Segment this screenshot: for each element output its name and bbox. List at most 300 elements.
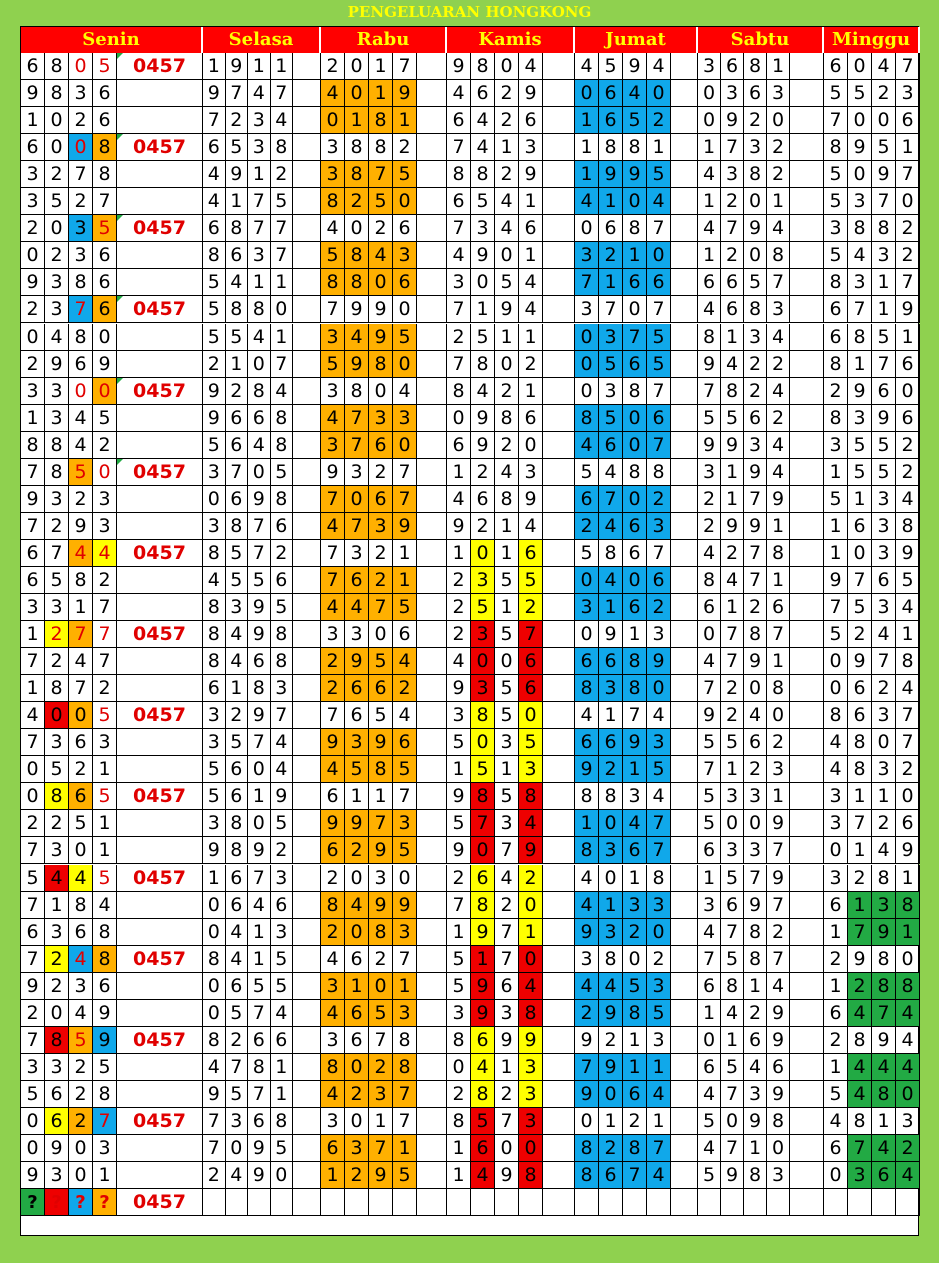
senin-digit: 5 xyxy=(69,1027,93,1054)
jumat-digit: 1 xyxy=(575,161,599,188)
kamis-digit: 6 xyxy=(519,648,543,675)
sabtu-digit: 8 xyxy=(744,296,767,323)
selasa-digit: 4 xyxy=(248,80,271,107)
rabu-digit: 7 xyxy=(369,161,393,188)
selasa-digit: 0 xyxy=(203,1000,226,1027)
rabu-digit: 5 xyxy=(393,161,417,188)
kamis-digit: 3 xyxy=(447,1000,471,1027)
sabtu-digit: 9 xyxy=(698,351,721,378)
selasa-digit: 5 xyxy=(226,540,249,567)
spacer-cell xyxy=(293,486,321,513)
spacer-cell xyxy=(543,161,575,188)
empty-cell xyxy=(623,1189,647,1216)
rabu-digit: 5 xyxy=(393,1162,417,1189)
sabtu-digit: 9 xyxy=(744,215,767,242)
jumat-digit: 1 xyxy=(623,242,647,269)
senin-digit: 7 xyxy=(21,892,45,919)
senin-digit: 1 xyxy=(21,405,45,432)
selasa-digit: 5 xyxy=(226,1000,249,1027)
senin-code xyxy=(117,1081,203,1108)
minggu-digit: 7 xyxy=(824,594,848,621)
jumat-digit: 6 xyxy=(575,648,599,675)
rabu-digit: 2 xyxy=(321,675,345,702)
senin-digit: 0 xyxy=(45,134,69,161)
senin-digit: 7 xyxy=(21,648,45,675)
rabu-digit: 2 xyxy=(369,459,393,486)
selasa-digit: 4 xyxy=(248,432,271,459)
kamis-digit: 3 xyxy=(495,1000,519,1027)
kamis-digit: 4 xyxy=(495,188,519,215)
jumat-digit: 8 xyxy=(575,837,599,864)
rabu-digit: 8 xyxy=(321,188,345,215)
spacer-cell xyxy=(293,1054,321,1081)
jumat-digit: 5 xyxy=(575,540,599,567)
sabtu-digit: 8 xyxy=(698,567,721,594)
spacer-cell xyxy=(543,242,575,269)
senin-digit: 2 xyxy=(69,486,93,513)
jumat-digit: 1 xyxy=(599,702,623,729)
jumat-digit: 6 xyxy=(647,567,671,594)
jumat-digit: 7 xyxy=(647,1135,671,1162)
minggu-digit: 4 xyxy=(848,1054,872,1081)
rabu-digit: 5 xyxy=(321,242,345,269)
minggu-digit: 4 xyxy=(848,242,872,269)
jumat-digit: 6 xyxy=(599,729,623,756)
senin-digit: 7 xyxy=(21,729,45,756)
sabtu-digit: 9 xyxy=(744,648,767,675)
rabu-digit: 6 xyxy=(393,729,417,756)
rabu-digit: 8 xyxy=(345,269,369,296)
spacer-cell xyxy=(671,269,698,296)
rabu-digit: 3 xyxy=(393,1000,417,1027)
kamis-digit: 5 xyxy=(447,973,471,1000)
senin-digit: 2 xyxy=(45,161,69,188)
selasa-digit: 4 xyxy=(271,378,294,405)
minggu-digit: 9 xyxy=(848,134,872,161)
kamis-digit: 4 xyxy=(447,648,471,675)
senin-digit: 3 xyxy=(45,919,69,946)
jumat-digit: 4 xyxy=(647,188,671,215)
senin-digit: 3 xyxy=(21,594,45,621)
selasa-digit: 8 xyxy=(203,946,226,973)
kamis-digit: 5 xyxy=(471,594,495,621)
kamis-digit: 6 xyxy=(471,865,495,892)
sabtu-digit: 3 xyxy=(744,324,767,351)
selasa-digit: 5 xyxy=(203,432,226,459)
selasa-digit: 6 xyxy=(226,432,249,459)
selasa-digit: 3 xyxy=(248,242,271,269)
minggu-digit: 2 xyxy=(872,810,896,837)
senin-digit: 6 xyxy=(21,53,45,80)
rabu-digit: 3 xyxy=(321,432,345,459)
kamis-digit: 6 xyxy=(519,675,543,702)
jumat-digit: 3 xyxy=(575,594,599,621)
minggu-digit: 0 xyxy=(848,161,872,188)
kamis-digit: 1 xyxy=(447,1162,471,1189)
senin-code xyxy=(117,1000,203,1027)
sabtu-digit: 3 xyxy=(698,53,721,80)
minggu-digit: 5 xyxy=(872,432,896,459)
minggu-digit: 8 xyxy=(872,973,896,1000)
rabu-digit: 9 xyxy=(345,648,369,675)
rabu-digit: 6 xyxy=(369,486,393,513)
kamis-digit: 5 xyxy=(495,567,519,594)
spacer-cell xyxy=(671,405,698,432)
minggu-digit: 8 xyxy=(824,702,848,729)
senin-digit: 2 xyxy=(45,810,69,837)
sabtu-digit: 4 xyxy=(721,351,744,378)
kamis-digit: 5 xyxy=(471,1108,495,1135)
jumat-digit: 2 xyxy=(599,1135,623,1162)
rabu-digit: 7 xyxy=(345,513,369,540)
minggu-digit: 5 xyxy=(824,486,848,513)
spacer-cell xyxy=(790,324,824,351)
minggu-digit: 8 xyxy=(896,513,920,540)
selasa-digit: 1 xyxy=(203,865,226,892)
minggu-digit: 1 xyxy=(872,1108,896,1135)
kamis-digit: 2 xyxy=(495,892,519,919)
empty-cell xyxy=(393,1189,417,1216)
selasa-digit: 0 xyxy=(203,919,226,946)
minggu-digit: 6 xyxy=(848,675,872,702)
selasa-digit: 7 xyxy=(203,1108,226,1135)
minggu-digit: 7 xyxy=(848,1135,872,1162)
jumat-digit: 0 xyxy=(623,405,647,432)
minggu-digit: 7 xyxy=(896,161,920,188)
rabu-digit: 1 xyxy=(321,1162,345,1189)
spacer-cell xyxy=(671,1000,698,1027)
sabtu-digit: 0 xyxy=(744,675,767,702)
senin-code xyxy=(117,919,203,946)
jumat-digit: 0 xyxy=(647,242,671,269)
spacer-cell xyxy=(543,1027,575,1054)
kamis-digit: 9 xyxy=(519,1027,543,1054)
spacer-cell xyxy=(293,269,321,296)
sabtu-digit: 4 xyxy=(698,296,721,323)
spacer-cell xyxy=(293,837,321,864)
minggu-digit: 4 xyxy=(896,486,920,513)
selasa-digit: 4 xyxy=(226,1162,249,1189)
jumat-digit: 3 xyxy=(647,621,671,648)
rabu-digit: 1 xyxy=(393,567,417,594)
minggu-digit: 0 xyxy=(848,107,872,134)
rabu-digit: 3 xyxy=(393,242,417,269)
kamis-digit: 9 xyxy=(471,919,495,946)
selasa-digit: 3 xyxy=(248,107,271,134)
senin-digit: 3 xyxy=(69,973,93,1000)
minggu-digit: 1 xyxy=(824,513,848,540)
jumat-digit: 4 xyxy=(575,865,599,892)
jumat-digit: 5 xyxy=(647,351,671,378)
senin-digit: 0 xyxy=(21,756,45,783)
empty-cell xyxy=(417,1189,447,1216)
spacer-cell xyxy=(543,567,575,594)
sabtu-digit: 1 xyxy=(698,1000,721,1027)
rabu-digit: 9 xyxy=(345,351,369,378)
selasa-digit: 5 xyxy=(271,594,294,621)
spacer-cell xyxy=(671,324,698,351)
jumat-digit: 0 xyxy=(647,919,671,946)
kamis-digit: 8 xyxy=(495,405,519,432)
selasa-digit: 1 xyxy=(226,675,249,702)
spacer-cell xyxy=(671,107,698,134)
empty-cell xyxy=(790,1189,824,1216)
selasa-digit: 6 xyxy=(271,1027,294,1054)
spacer-cell xyxy=(543,486,575,513)
spacer-cell xyxy=(671,892,698,919)
jumat-digit: 6 xyxy=(599,80,623,107)
senin-digit: 0 xyxy=(45,215,69,242)
sabtu-digit: 4 xyxy=(698,919,721,946)
selasa-digit: 1 xyxy=(248,919,271,946)
spacer-cell xyxy=(790,756,824,783)
selasa-digit: 6 xyxy=(226,865,249,892)
sabtu-digit: 8 xyxy=(744,53,767,80)
jumat-digit: 4 xyxy=(599,973,623,1000)
jumat-digit: 7 xyxy=(647,296,671,323)
rabu-digit: 0 xyxy=(369,973,393,1000)
senin-code xyxy=(117,756,203,783)
sabtu-digit: 5 xyxy=(698,1108,721,1135)
senin-digit: 3 xyxy=(45,729,69,756)
selasa-digit: 9 xyxy=(203,80,226,107)
kamis-digit: 6 xyxy=(471,1027,495,1054)
kamis-digit: 9 xyxy=(447,53,471,80)
sabtu-digit: 9 xyxy=(767,810,790,837)
spacer-cell xyxy=(671,810,698,837)
spacer-cell xyxy=(790,567,824,594)
spacer-cell xyxy=(790,1054,824,1081)
senin-digit: 1 xyxy=(93,810,117,837)
unknown-digit: ? xyxy=(21,1189,45,1216)
senin-digit: 7 xyxy=(93,621,117,648)
spacer-cell xyxy=(671,540,698,567)
senin-digit: 2 xyxy=(45,973,69,1000)
minggu-digit: 0 xyxy=(824,1162,848,1189)
minggu-digit: 9 xyxy=(872,161,896,188)
selasa-digit: 1 xyxy=(248,53,271,80)
kamis-digit: 8 xyxy=(447,378,471,405)
minggu-digit: 4 xyxy=(824,729,848,756)
minggu-digit: 7 xyxy=(848,919,872,946)
kamis-digit: 2 xyxy=(447,324,471,351)
senin-digit: 3 xyxy=(45,1054,69,1081)
jumat-digit: 1 xyxy=(647,1108,671,1135)
jumat-digit: 4 xyxy=(647,702,671,729)
sabtu-digit: 6 xyxy=(744,729,767,756)
minggu-digit: 8 xyxy=(848,729,872,756)
selasa-digit: 3 xyxy=(271,865,294,892)
minggu-digit: 6 xyxy=(848,513,872,540)
senin-digit: 7 xyxy=(93,1108,117,1135)
day-header-minggu: Minggu xyxy=(824,27,920,53)
minggu-digit: 5 xyxy=(848,80,872,107)
minggu-digit: 8 xyxy=(848,756,872,783)
rabu-digit: 1 xyxy=(345,783,369,810)
kamis-digit: 2 xyxy=(519,865,543,892)
senin-digit: 1 xyxy=(93,837,117,864)
rabu-digit: 3 xyxy=(369,865,393,892)
selasa-digit: 9 xyxy=(203,837,226,864)
rabu-digit: 8 xyxy=(393,1027,417,1054)
spacer-cell xyxy=(671,188,698,215)
spacer-cell xyxy=(790,702,824,729)
senin-digit: 2 xyxy=(45,242,69,269)
kamis-digit: 4 xyxy=(471,134,495,161)
rabu-digit: 9 xyxy=(393,513,417,540)
jumat-digit: 2 xyxy=(623,1108,647,1135)
spacer-cell xyxy=(417,324,447,351)
jumat-digit: 5 xyxy=(647,1000,671,1027)
minggu-digit: 8 xyxy=(824,405,848,432)
jumat-digit: 0 xyxy=(575,351,599,378)
kamis-digit: 5 xyxy=(447,810,471,837)
empty-cell xyxy=(767,1189,790,1216)
kamis-digit: 5 xyxy=(447,946,471,973)
minggu-digit: 4 xyxy=(896,594,920,621)
jumat-digit: 8 xyxy=(575,405,599,432)
senin-digit: 3 xyxy=(45,486,69,513)
senin-digit: 1 xyxy=(93,756,117,783)
corner-marker-icon xyxy=(117,378,123,384)
senin-digit: 2 xyxy=(45,946,69,973)
sabtu-digit: 4 xyxy=(698,215,721,242)
rabu-digit: 6 xyxy=(345,675,369,702)
spacer-cell xyxy=(543,837,575,864)
minggu-digit: 3 xyxy=(848,405,872,432)
senin-digit: 3 xyxy=(93,729,117,756)
jumat-digit: 7 xyxy=(647,837,671,864)
jumat-digit: 9 xyxy=(575,1027,599,1054)
jumat-digit: 7 xyxy=(623,1162,647,1189)
jumat-digit: 0 xyxy=(623,486,647,513)
senin-digit: 3 xyxy=(69,80,93,107)
kamis-digit: 8 xyxy=(447,1027,471,1054)
sabtu-digit: 3 xyxy=(767,1162,790,1189)
rabu-digit: 8 xyxy=(321,892,345,919)
selasa-digit: 6 xyxy=(226,973,249,1000)
jumat-digit: 4 xyxy=(575,892,599,919)
senin-digit: 4 xyxy=(69,1000,93,1027)
rabu-digit: 7 xyxy=(345,405,369,432)
minggu-digit: 3 xyxy=(896,80,920,107)
rabu-digit: 2 xyxy=(369,215,393,242)
sabtu-digit: 1 xyxy=(721,594,744,621)
spacer-cell xyxy=(417,1162,447,1189)
spacer-cell xyxy=(543,946,575,973)
sabtu-digit: 0 xyxy=(698,80,721,107)
rabu-digit: 4 xyxy=(321,946,345,973)
spacer-cell xyxy=(790,810,824,837)
spacer-cell xyxy=(671,567,698,594)
senin-digit: 9 xyxy=(21,486,45,513)
minggu-digit: 2 xyxy=(896,215,920,242)
kamis-digit: 3 xyxy=(519,1081,543,1108)
senin-digit: 1 xyxy=(93,1162,117,1189)
selasa-digit: 6 xyxy=(271,567,294,594)
kamis-digit: 4 xyxy=(471,1054,495,1081)
rabu-digit: 2 xyxy=(369,1054,393,1081)
empty-cell xyxy=(671,1189,698,1216)
sabtu-digit: 4 xyxy=(744,702,767,729)
jumat-digit: 6 xyxy=(623,351,647,378)
minggu-digit: 6 xyxy=(896,405,920,432)
kamis-digit: 4 xyxy=(447,486,471,513)
jumat-digit: 0 xyxy=(575,324,599,351)
selasa-digit: 6 xyxy=(226,892,249,919)
rabu-digit: 1 xyxy=(369,1108,393,1135)
senin-digit: 2 xyxy=(69,107,93,134)
rabu-digit: 1 xyxy=(393,540,417,567)
selasa-digit: 1 xyxy=(271,1081,294,1108)
jumat-digit: 8 xyxy=(623,1135,647,1162)
senin-digit: 2 xyxy=(93,567,117,594)
minggu-digit: 4 xyxy=(896,675,920,702)
senin-digit: 0 xyxy=(21,1135,45,1162)
senin-digit: 7 xyxy=(69,296,93,323)
jumat-digit: 7 xyxy=(575,1054,599,1081)
kamis-digit: 6 xyxy=(471,80,495,107)
selasa-digit: 0 xyxy=(271,1162,294,1189)
senin-code xyxy=(117,729,203,756)
minggu-digit: 5 xyxy=(872,134,896,161)
jumat-digit: 7 xyxy=(647,215,671,242)
minggu-digit: 4 xyxy=(824,756,848,783)
empty-cell xyxy=(872,1189,896,1216)
selasa-digit: 2 xyxy=(203,1162,226,1189)
selasa-digit: 3 xyxy=(271,919,294,946)
selasa-digit: 6 xyxy=(226,486,249,513)
minggu-digit: 5 xyxy=(872,459,896,486)
senin-digit: 8 xyxy=(93,919,117,946)
selasa-digit: 0 xyxy=(248,351,271,378)
spacer-cell xyxy=(293,1108,321,1135)
jumat-digit: 4 xyxy=(575,973,599,1000)
minggu-digit: 1 xyxy=(848,486,872,513)
spacer-cell xyxy=(293,107,321,134)
selasa-digit: 6 xyxy=(226,405,249,432)
senin-digit: 0 xyxy=(93,324,117,351)
jumat-digit: 1 xyxy=(623,756,647,783)
sabtu-digit: 8 xyxy=(744,946,767,973)
spacer-cell xyxy=(543,594,575,621)
spacer-cell xyxy=(417,107,447,134)
senin-digit: 7 xyxy=(21,513,45,540)
kamis-digit: 0 xyxy=(495,53,519,80)
rabu-digit: 8 xyxy=(369,134,393,161)
minggu-digit: 3 xyxy=(824,783,848,810)
senin-digit: 8 xyxy=(69,269,93,296)
selasa-digit: 7 xyxy=(248,540,271,567)
senin-digit: 0 xyxy=(69,1162,93,1189)
selasa-digit: 5 xyxy=(271,1135,294,1162)
spacer-cell xyxy=(671,161,698,188)
senin-digit: 2 xyxy=(69,1054,93,1081)
senin-digit: 4 xyxy=(69,865,93,892)
spacer-cell xyxy=(293,215,321,242)
kamis-digit: 2 xyxy=(471,459,495,486)
senin-digit: 6 xyxy=(21,567,45,594)
jumat-digit: 0 xyxy=(599,1081,623,1108)
selasa-digit: 6 xyxy=(203,675,226,702)
selasa-digit: 5 xyxy=(271,810,294,837)
jumat-digit: 8 xyxy=(623,675,647,702)
rabu-digit: 1 xyxy=(369,80,393,107)
minggu-digit: 7 xyxy=(896,269,920,296)
selasa-digit: 9 xyxy=(248,621,271,648)
jumat-digit: 8 xyxy=(647,459,671,486)
sabtu-digit: 2 xyxy=(698,486,721,513)
